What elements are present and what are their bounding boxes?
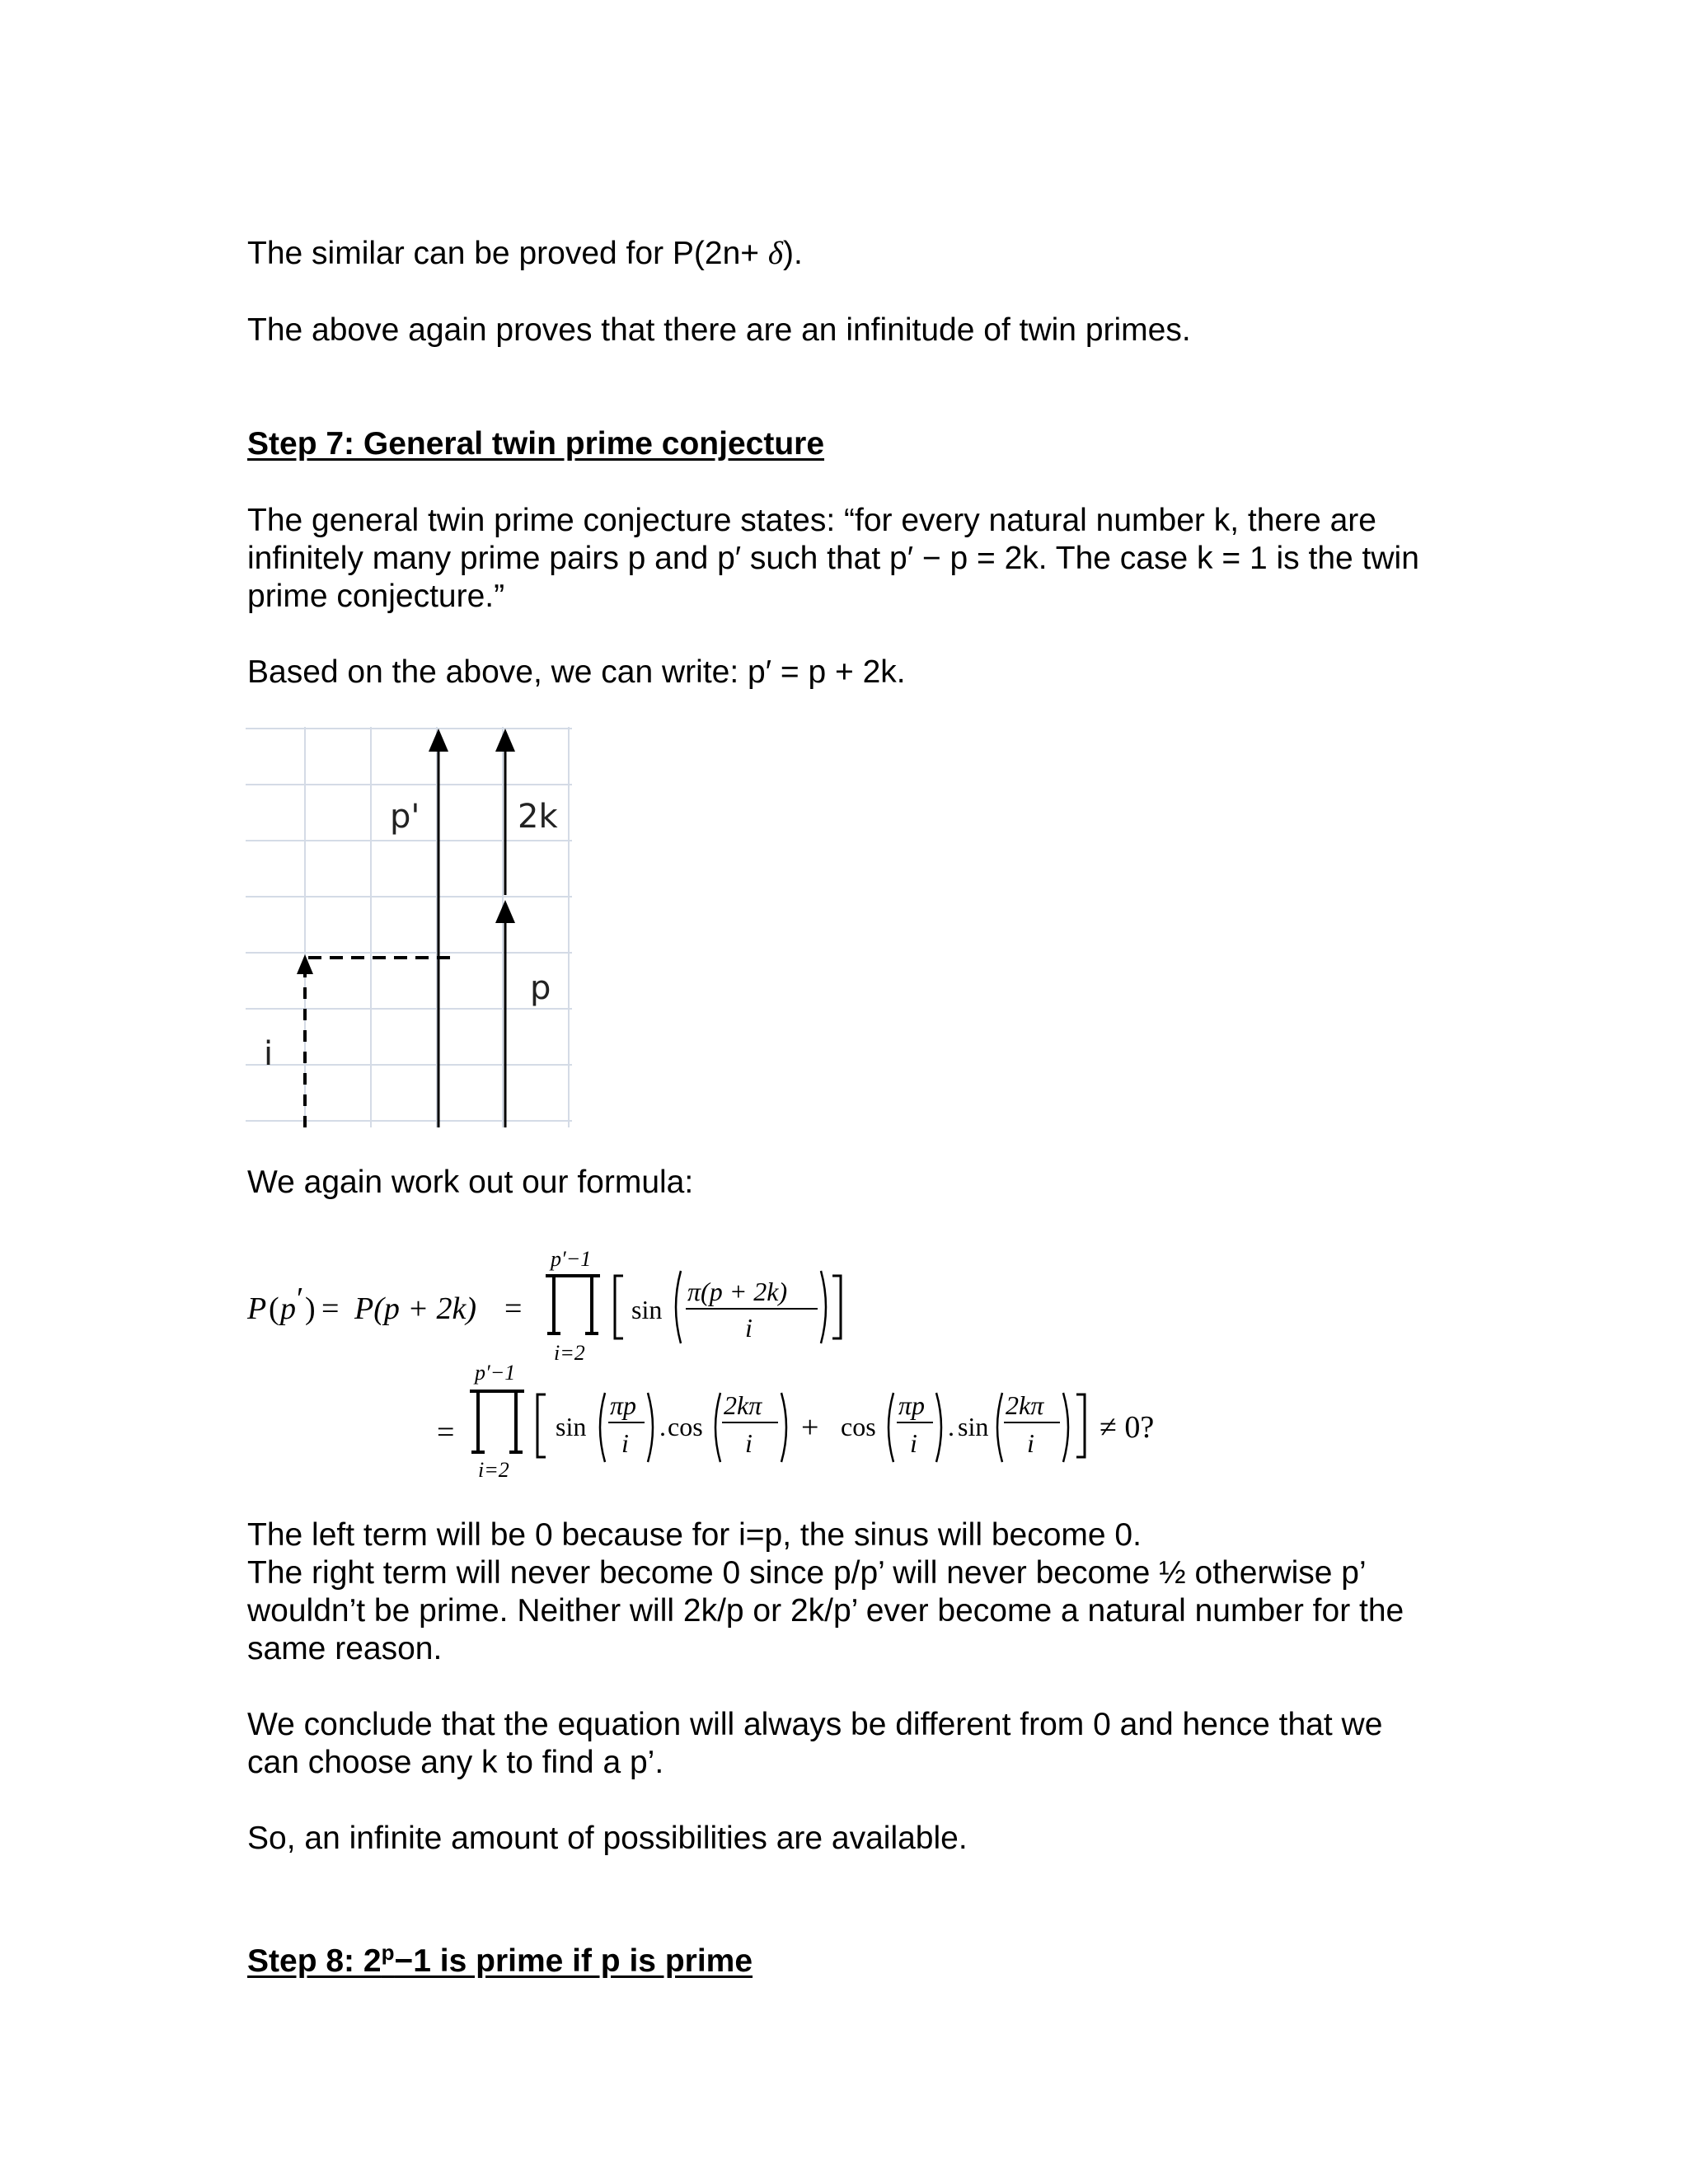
eq-equals-2: =: [504, 1291, 523, 1326]
eq2-sin-2: sin: [958, 1412, 989, 1441]
heading-step-8: [247, 1933, 753, 1980]
paragraph-similar-proof: [247, 235, 803, 273]
eq1-open-paren: [676, 1271, 681, 1343]
eq2-cos-2: cos: [841, 1412, 876, 1441]
eq2-upper-limit: p′−1: [475, 1361, 516, 1385]
eq2-lower-limit: i=2: [478, 1458, 509, 1482]
product-symbol-2: [470, 1391, 524, 1452]
eq2-paren: [715, 1393, 720, 1462]
eq2-num-2k-2: 2kπ: [1006, 1390, 1044, 1420]
delta-symbol: δ: [767, 236, 784, 271]
eq1-upper-limit: p′−1: [551, 1247, 592, 1271]
heading-step-7: Step 7: General twin prime conjecture: [247, 426, 825, 462]
2k-arrow-head: [495, 729, 515, 752]
eq-lhs-prime: ′: [297, 1282, 304, 1316]
eq2-left-bracket: [537, 1394, 546, 1457]
eq1-left-bracket: [615, 1276, 623, 1338]
eq2-paren: [889, 1393, 893, 1462]
equation-line-1: [239, 1236, 898, 1376]
eq2-paren: [997, 1393, 1002, 1462]
eq2-equals: =: [437, 1415, 455, 1450]
label-2k: 2k: [518, 798, 558, 836]
label-p-prime: p': [390, 798, 420, 836]
heading-superscript: p: [381, 1940, 395, 1965]
eq2-paren: [648, 1393, 653, 1462]
eq-lhs-close-paren: ): [305, 1291, 316, 1326]
p-prime-arrow-head: [429, 729, 448, 752]
paragraph-formula-intro: We again work out our formula:: [247, 1165, 694, 1200]
eq1-sin: sin: [631, 1295, 663, 1324]
heading-text: −1 is prime if p is prime: [394, 1943, 753, 1979]
eq2-num-pp-2: πp: [898, 1390, 926, 1420]
eq2-cos-1: cos: [668, 1412, 703, 1441]
eq2-right-bracket: [1076, 1394, 1085, 1457]
eq2-paren: [1063, 1393, 1068, 1462]
eq-lhs-P: P: [247, 1291, 267, 1326]
eq2-den-2: i: [745, 1428, 753, 1458]
eq-lhs-p: p: [280, 1291, 296, 1326]
label-p: p: [530, 969, 551, 1007]
eq1-lower-limit: i=2: [554, 1341, 585, 1365]
label-i: i: [264, 1035, 274, 1073]
eq2-paren: [600, 1393, 605, 1462]
product-symbol-1: [546, 1276, 600, 1333]
eq1-denominator: i: [745, 1313, 753, 1343]
eq2-sin-1: sin: [556, 1412, 587, 1441]
prime-gap-diagram: [246, 727, 572, 1127]
paragraph-infinite-possibilities: So, an infinite amount of possibilities are available.: [247, 1821, 968, 1856]
eq2-paren: [936, 1393, 941, 1462]
paragraph-text: ).: [783, 236, 803, 271]
eq-equals-1: =: [321, 1291, 340, 1326]
paragraph-conjecture-statement: The general twin prime conjecture states: “for every natural number k, there are infinitely many prime pairs p and p′ such that p′ − p = 2k. The case k = 1 is the twin prime conjecture.”: [247, 503, 1419, 614]
paragraph-right-term: The right term will never become 0 since p/p’ will never become ½ otherwise p’ wouldn’t be prime. Neither will 2k/p or 2k/p’ ever become a natural number for the same reason.: [247, 1555, 1404, 1666]
eq2-den-4: i: [1027, 1428, 1034, 1458]
paragraph-conclusion: We conclude that the equation will always be different from 0 and hence that we can choose any k to find a p’.: [247, 1707, 1383, 1780]
eq-lhs-open-paren: (: [269, 1291, 279, 1326]
eq1-right-bracket: [832, 1276, 841, 1338]
eq2-dot-1: .: [659, 1412, 666, 1441]
paragraph-left-term: The left term will be 0 because for i=p, the sinus will become 0.: [247, 1517, 1142, 1553]
eq1-close-paren: [821, 1271, 826, 1343]
eq1-numerator: π(p + 2k): [687, 1277, 788, 1306]
heading-text: Step 8: 2: [247, 1943, 382, 1979]
paragraph-infinitude: The above again proves that there are an infinitude of twin primes.: [247, 312, 1191, 348]
grid: [246, 727, 572, 1127]
eq2-plus: +: [801, 1410, 819, 1445]
eq2-not-equal-zero: ≠ 0?: [1100, 1410, 1155, 1445]
equation-line-2: [429, 1360, 1253, 1508]
eq-mid-term: P(p + 2k): [354, 1291, 477, 1326]
paragraph-based-on-above: Based on the above, we can write: p′ = p + 2k.: [247, 654, 906, 690]
eq2-den-3: i: [910, 1428, 917, 1458]
eq2-paren: [781, 1393, 786, 1462]
p-arrow-head: [495, 900, 515, 923]
paragraph-text: The similar can be proved for P(2n+: [247, 236, 768, 271]
eq2-num-2k-1: 2kπ: [724, 1390, 762, 1420]
eq2-dot-2: .: [948, 1412, 954, 1441]
eq2-num-pp-1: πp: [610, 1390, 637, 1420]
eq2-den-1: i: [621, 1428, 629, 1458]
